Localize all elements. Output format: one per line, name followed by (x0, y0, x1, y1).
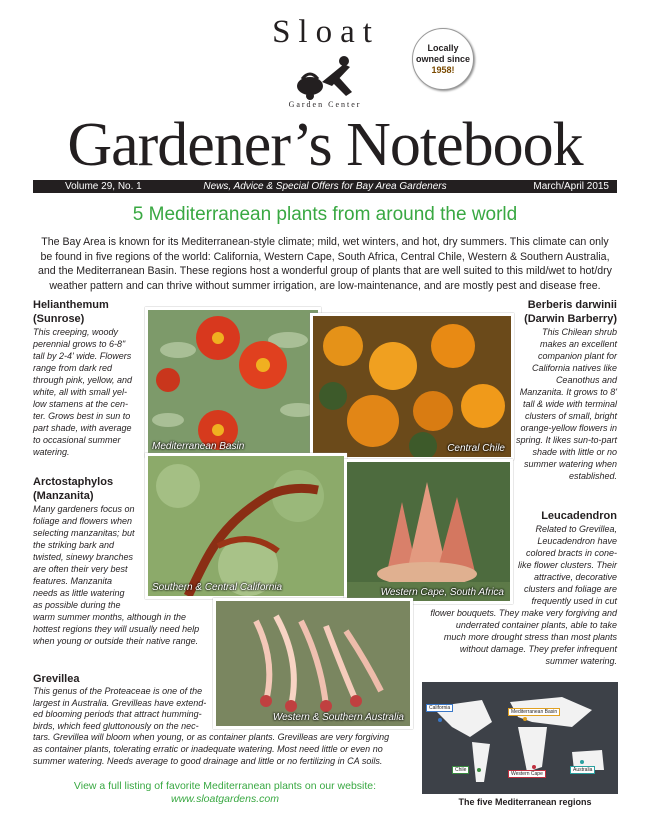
leucadendron-title: Leucadendron (541, 510, 617, 522)
berberis-title: Berberis darwinii (Darwin Barberry) (524, 299, 617, 325)
helianthemum-text: This creeping, woody perennial grows to 6-8" tall by 2-4' wide. Flowers range from dark red through pink, yellow, and white, all with small yel- low stamens at the cen- ter. Grows best in sun to part shade, with average to occasional summer watering. (33, 327, 133, 457)
photo-central-chile (310, 313, 514, 460)
barberry-flowers-image (313, 316, 511, 457)
helianthemum-section (33, 298, 145, 458)
arctostaphylos-title: Arctostaphylos (Manzanita) (33, 476, 114, 502)
map-caption: The five Mediterranean regions (458, 797, 592, 807)
map-label-cape: Western Cape (508, 770, 546, 778)
caption-australia: Western & Southern Australia (272, 712, 404, 723)
manzanita-image (148, 456, 344, 596)
footer-callout (30, 780, 420, 806)
berberis-text: This Chilean shrub makes an excellent companion plant for California natives like Ceanothus and Manzanita. It grows to 8' tall & wide with terminal clusters of small, bright orange-yellow flowers in spring. It likes sun-to-part shade with little or no summer watering when established. (515, 327, 617, 481)
logo-wordmark: Sloat (272, 14, 380, 50)
gardener-logo-icon (292, 52, 362, 102)
badge-line-3: 1958! (431, 64, 455, 75)
article-headline: 5 Mediterranean plants from around the world (132, 204, 518, 225)
grevillea-text: This genus of the Proteaceae is one of the largest in Australia. Grevilleas have extend- ed blooming periods that attract humming- birds, which feed gluttonously on the nec- tars. Grevillea will bloom when young, or as container plants. Grevilleas are very forgiving as container plants, tolerating erratic or inadequate watering. Most need little or even no summer watering. Needs average to good drainage and little or no fertilizing in CA soils. (33, 686, 390, 766)
locally-owned-badge (412, 28, 474, 90)
issue-date: March/April 2015 (533, 181, 609, 192)
website-link[interactable]: www.sloatgardens.com (171, 793, 279, 805)
caption-mediterranean-basin: Mediterranean Basin (152, 441, 245, 452)
badge-line-2: owned since (415, 53, 470, 64)
photo-western-cape (344, 459, 513, 604)
photo-australia (213, 598, 413, 729)
regions-map (422, 682, 618, 794)
footer-text: View a full listing of favorite Mediterranean plants on our website: (73, 780, 377, 792)
leucadendron-text: Related to Grevillea, Leucadendron have colored bracts in cone- like flower clusters. Their attractive, decorative clusters and foliage are frequently used in cut flower bouquets. They make very forgiving and underrated container plants, able to take much more drought stress than most plants without damage. They prefer infrequent summer watering. (430, 524, 617, 666)
map-label-california: California (426, 704, 453, 712)
photo-mediterranean-basin (145, 307, 321, 458)
helianthemum-title: Helianthemum (Sunrose) (33, 299, 109, 325)
tagline: News, Advice & Special Offers for Bay Area Gardeners (203, 181, 447, 192)
map-label-chile: Chile (452, 766, 469, 774)
arctostaphylos-text: Many gardeners focus on foliage and flowers when selecting manzanitas; but the striking bark and twisted, sinewy branches are often their very best features. Manzanita needs as little watering as possible during the warm summer months, although in the hottest regions they will usually need help when young or outside their native range. (33, 504, 200, 646)
newsletter-title: Gardener’s Notebook (67, 111, 583, 179)
leucadendron-image (347, 462, 510, 601)
sunrose-flowers-image (148, 310, 318, 455)
volume-label: Volume 29, No. 1 (65, 181, 142, 192)
map-label-australia: Australia (570, 766, 595, 774)
issue-bar (33, 180, 617, 193)
caption-california: Southern & Central California (152, 582, 283, 593)
badge-line-1: Locally (427, 42, 459, 53)
article-intro: The Bay Area is known for its Mediterranean-style climate; mild, wet winters, and hot, dry summers. This climate can only be found in five regions of the world: California, Western Cape, South Africa, Central Chile, Western & Southern Australia, and the Mediterranean Basin. These regions host a wonderful group of plants that are well suited to this mild/wet to hot/dry weather pattern and can thrive without summer irrigation, are low-maintenance, and are mostly pest and disease free. (38, 236, 612, 292)
photo-california (145, 453, 347, 599)
logo-subtitle: Garden Center (288, 100, 362, 109)
grevillea-title: Grevillea (33, 673, 80, 685)
map-label-basin: Mediterranean Basin (508, 708, 560, 716)
caption-western-cape: Western Cape, South Africa (380, 587, 504, 598)
caption-central-chile: Central Chile (447, 443, 505, 454)
grevillea-image (216, 601, 410, 726)
